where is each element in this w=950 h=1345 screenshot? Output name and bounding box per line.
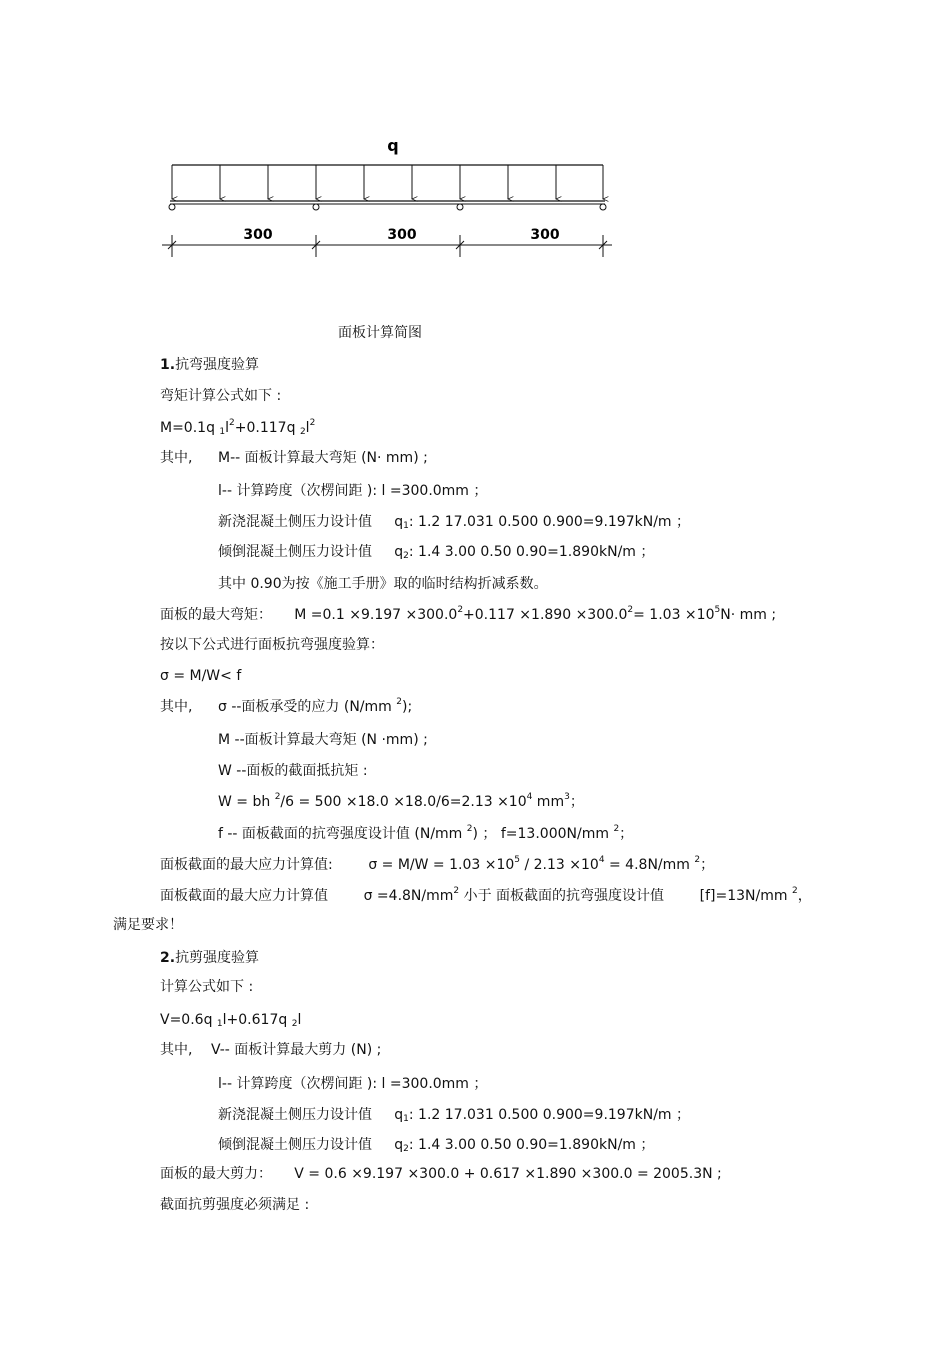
shear-requirement: 截面抗剪强度必须满足 : [160, 1197, 310, 1213]
stress-calc: 面板截面的最大应力计算值: $\sigma = M/W = 1.03 \times 10^5 / 2.13 \times 10^4 = 4.8N/mm$ $^2$； [160, 855, 715, 873]
V-definition: V-- 面板计算最大剪力 (N) ; [211, 1042, 382, 1058]
span-label-3: 300 [530, 227, 560, 243]
q1-line: 新浇混凝土侧压力设计值 $q_1$: 1.2 17.031 0.500 0.900=9.197kN/m ； [218, 514, 690, 531]
where-label: 其中, [160, 450, 193, 466]
moment-formula: M=0.1q $_1l^2+0.117q$ $_2l^2$ [160, 418, 316, 437]
section-2-heading: 2.抗剪强度验算 [160, 950, 260, 966]
where-label-3: 其中, [160, 1042, 193, 1058]
shear-formula: V=0.6q $_1$l+0.617q $_2$l [160, 1012, 302, 1029]
beam-line [170, 201, 605, 204]
supports [169, 204, 606, 210]
load-arrows [172, 165, 603, 199]
beam-diagram [150, 125, 620, 265]
max-shear-line: 面板的最大剪力： V = 0.6 ×9.197 ×300.0 + 0.617 ×1.890 ×300.0 = 2005.3N ; [160, 1166, 722, 1182]
section-1-heading: 1.抗弯强度验算 [160, 357, 260, 373]
check-formula: σ = M/W< f [160, 668, 242, 684]
W-formula: W = bh $^2/6 = 500 \times 18.0 \times 18.0/6=2.13 \times 10^4$ $mm^3$； [218, 792, 584, 810]
q1-line-2: 新浇混凝土侧压力设计值 $q_1$: 1.2 17.031 0.500 0.900=9.197kN/m ； [218, 1107, 690, 1124]
where-label-2: 其中, [160, 699, 193, 715]
sigma-definition: σ --面板承受的应力 (N/mm $^2$); [218, 697, 413, 715]
moment-formula-intro: 弯矩计算公式如下 : [160, 388, 282, 404]
f-definition: f -- 面板截面的抗弯强度设计值 (N/mm $^2$) ； f=13.000N/mm $^2$； [218, 824, 634, 842]
q2-line-2: 倾倒混凝土侧压力设计值 $q_2$: 1.4 3.00 0.50 0.90=1.890kN/m ； [218, 1137, 655, 1154]
q2-line: 倾倒混凝土侧压力设计值 $q_2$: 1.4 3.00 0.50 0.90=1.890kN/m ； [218, 544, 655, 561]
factor-note: 其中 0.90为按《施工手册》取的临时结构折减系数。 [218, 576, 548, 592]
diagram-caption: 面板计算简图 [338, 325, 422, 341]
conclusion: 面板截面的最大应力计算值 $\sigma =4.8N/mm^2$ 小于 面板截面的抗弯强度设计值 [f]=13N/mm $^2$， [160, 886, 812, 904]
load-label: q [387, 136, 399, 155]
check-intro: 按以下公式进行面板抗弯强度验算： [160, 637, 384, 653]
span-label-2: 300 [387, 227, 417, 243]
W-definition: W --面板的截面抵抗矩 : [218, 763, 368, 779]
span-definition-2: l-- 计算跨度（次楞间距 ): l =300.0mm ； [218, 1076, 488, 1092]
max-moment-line: 面板的最大弯矩： $M =0.1 \times 9.197 \times 300.0^2+0.117 \times 1.890 \times 300.0^2= 1.03 \times 10^5N\cdot$ mm ; [160, 605, 777, 623]
M-definition: M-- 面板计算最大弯矩 (N· mm) ; [218, 450, 428, 466]
conclusion-end: 满足要求！ [113, 917, 183, 933]
span-label-1: 300 [243, 227, 273, 243]
M-definition-2: M --面板计算最大弯矩 (N ·mm) ; [218, 732, 428, 748]
shear-formula-intro: 计算公式如下 : [160, 979, 254, 995]
span-definition: l-- 计算跨度（次楞间距 ): l =300.0mm ； [218, 483, 488, 499]
